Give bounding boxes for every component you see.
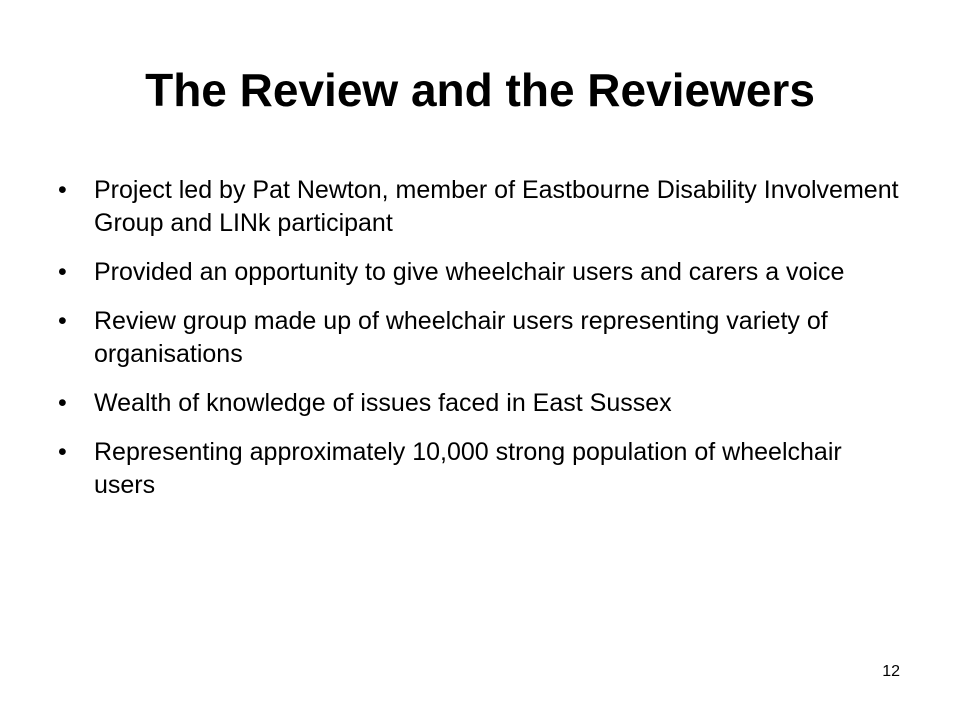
bullet-text: Provided an opportunity to give wheelchair users and carers a voice xyxy=(94,258,845,286)
bullet-text: Review group made up of wheelchair users representing variety of organisations xyxy=(94,307,828,368)
bullet-item xyxy=(58,305,908,371)
bullet-item xyxy=(58,256,908,289)
slide-title: The Review and the Reviewers xyxy=(145,64,815,116)
bullet-item xyxy=(58,387,908,420)
bullet-item xyxy=(58,174,908,240)
bullet-text: Representing approximately 10,000 strong population of wheelchair users xyxy=(94,438,842,499)
page-number: 12 xyxy=(882,663,900,680)
bullet-text: Project led by Pat Newton, member of Eastbourne Disability Involvement Group and LINk participant xyxy=(94,176,899,237)
bullet-item xyxy=(58,436,908,502)
bullet-list xyxy=(58,174,908,518)
bullet-text: Wealth of knowledge of issues faced in East Sussex xyxy=(94,389,672,417)
bullet-icon: • xyxy=(58,389,67,417)
bullet-icon: • xyxy=(58,258,67,286)
bullet-icon: • xyxy=(58,176,67,204)
bullet-icon: • xyxy=(58,438,67,466)
bullet-icon: • xyxy=(58,307,67,335)
